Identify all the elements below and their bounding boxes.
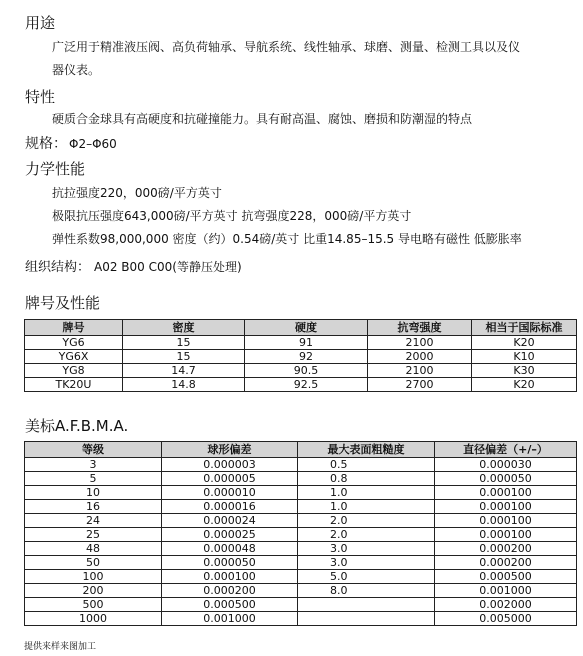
structure-label: 组织结构： [25,260,91,275]
column-header: 直径偏差（+/–） [435,442,577,458]
spec-value: Φ2–Φ60 [69,137,117,151]
grades-table [24,319,577,392]
table-cell: 0.001000 [162,612,298,626]
table-cell: K30 [472,364,577,378]
table-cell: 0.000100 [435,500,577,514]
table-cell: YG8 [25,364,123,378]
table-cell: 0.000100 [435,486,577,500]
column-header: 抗弯强度 [368,320,472,336]
table-cell: 0.002000 [435,598,577,612]
table-cell: 92.5 [245,378,368,392]
table-cell: 2.0 [298,528,435,542]
table-cell: 10 [25,486,162,500]
table-cell [298,612,435,626]
table-row [25,612,577,626]
table-cell: 3.0 [298,542,435,556]
table-row [25,364,577,378]
mechanical-line3: 弹性系数98,000,000 密度（约）0.54磅/英寸 比重14.85–15.5 导电略有磁性 低膨胀率 [52,232,522,246]
table-cell: TK20U [25,378,123,392]
table-cell: 15 [123,336,245,350]
column-header: 相当于国际标准 [472,320,577,336]
table-cell: 0.000005 [162,472,298,486]
table-cell: 0.000100 [162,570,298,584]
table-cell: 0.000016 [162,500,298,514]
table-cell: 0.000030 [435,458,577,472]
usage-text-line1: 广泛用于精准液压阀、高负荷轴承、导航系统、线性轴承、球磨、测量、检测工具以及仪 [52,40,521,54]
afbma-body [25,458,577,626]
column-header: 硬度 [245,320,368,336]
grades-heading: 牌号及性能 [25,294,101,312]
table-cell: 91 [245,336,368,350]
table-row [25,486,577,500]
table-cell: 0.000500 [162,598,298,612]
table-cell: 0.000024 [162,514,298,528]
column-header: 球形偏差 [162,442,298,458]
structure-value: A02 B00 C00(等静压处理) [94,260,242,274]
column-header: 最大表面粗糙度 [298,442,435,458]
spec-label: 规格： [25,136,67,152]
mechanical-line1: 抗拉强度220，000磅/平方英寸 [52,186,222,200]
table-row [25,472,577,486]
table-row [25,350,577,364]
table-cell: 0.000200 [162,584,298,598]
column-header: 牌号 [25,320,123,336]
table-row [25,570,577,584]
table-cell: 0.005000 [435,612,577,626]
table-cell: 25 [25,528,162,542]
table-cell: 1.0 [298,486,435,500]
table-cell: 16 [25,500,162,514]
table-cell: 3.0 [298,556,435,570]
usage-heading: 用途 [25,14,56,32]
table-cell: 3 [25,458,162,472]
table-cell: 0.000025 [162,528,298,542]
table-cell: 0.000050 [435,472,577,486]
table-cell: 5 [25,472,162,486]
table-cell: 0.000200 [435,542,577,556]
table-cell: 1000 [25,612,162,626]
table-cell: 2000 [368,350,472,364]
table-cell: 5.0 [298,570,435,584]
table-cell: K10 [472,350,577,364]
table-cell: 14.7 [123,364,245,378]
footer-note: 提供来样来图加工 [24,642,97,652]
table-cell: 2.0 [298,514,435,528]
table-cell: 0.000010 [162,486,298,500]
grades-header-row [25,320,577,336]
column-header: 等级 [25,442,162,458]
table-cell: 2700 [368,378,472,392]
table-cell: 8.0 [298,584,435,598]
features-text: 硬质合金球具有高硬度和抗碰撞能力。具有耐高温、腐蚀、磨损和防潮湿的特点 [52,112,473,126]
mechanical-heading: 力学性能 [25,160,86,178]
table-row [25,542,577,556]
table-row [25,514,577,528]
table-cell: 0.5 [298,458,435,472]
table-cell: 0.000050 [162,556,298,570]
table-cell: 14.8 [123,378,245,392]
table-cell: 0.000048 [162,542,298,556]
table-cell: 92 [245,350,368,364]
table-cell: 90.5 [245,364,368,378]
afbma-table [24,441,577,626]
table-cell: 24 [25,514,162,528]
table-row [25,378,577,392]
table-cell: YG6 [25,336,123,350]
table-row [25,598,577,612]
spec-line [25,135,117,153]
afbma-heading: 美标A.F.B.M.A. [25,417,129,435]
table-cell: 0.8 [298,472,435,486]
table-cell: 1.0 [298,500,435,514]
table-row [25,528,577,542]
table-row [25,458,577,472]
table-cell: 2100 [368,364,472,378]
afbma-header-row [25,442,577,458]
table-row [25,336,577,350]
table-cell: 50 [25,556,162,570]
table-cell: K20 [472,336,577,350]
column-header: 密度 [123,320,245,336]
table-cell: 0.000500 [435,570,577,584]
table-row [25,584,577,598]
usage-text-line2: 器仪表。 [52,63,101,77]
table-cell [298,598,435,612]
table-cell: 15 [123,350,245,364]
table-cell: 2100 [368,336,472,350]
table-row [25,500,577,514]
table-cell: 100 [25,570,162,584]
structure-line [25,258,242,277]
table-cell: 0.000100 [435,528,577,542]
table-cell: 0.001000 [435,584,577,598]
table-cell: 500 [25,598,162,612]
table-cell: 48 [25,542,162,556]
table-cell: YG6X [25,350,123,364]
table-cell: K20 [472,378,577,392]
features-heading: 特性 [25,88,56,106]
table-cell: 0.000200 [435,556,577,570]
table-cell: 200 [25,584,162,598]
table-cell: 0.000003 [162,458,298,472]
mechanical-line2: 极限抗压强度643,000磅/平方英寸 抗弯强度228，000磅/平方英寸 [52,209,412,223]
table-cell: 0.000100 [435,514,577,528]
grades-body [25,336,577,392]
table-row [25,556,577,570]
